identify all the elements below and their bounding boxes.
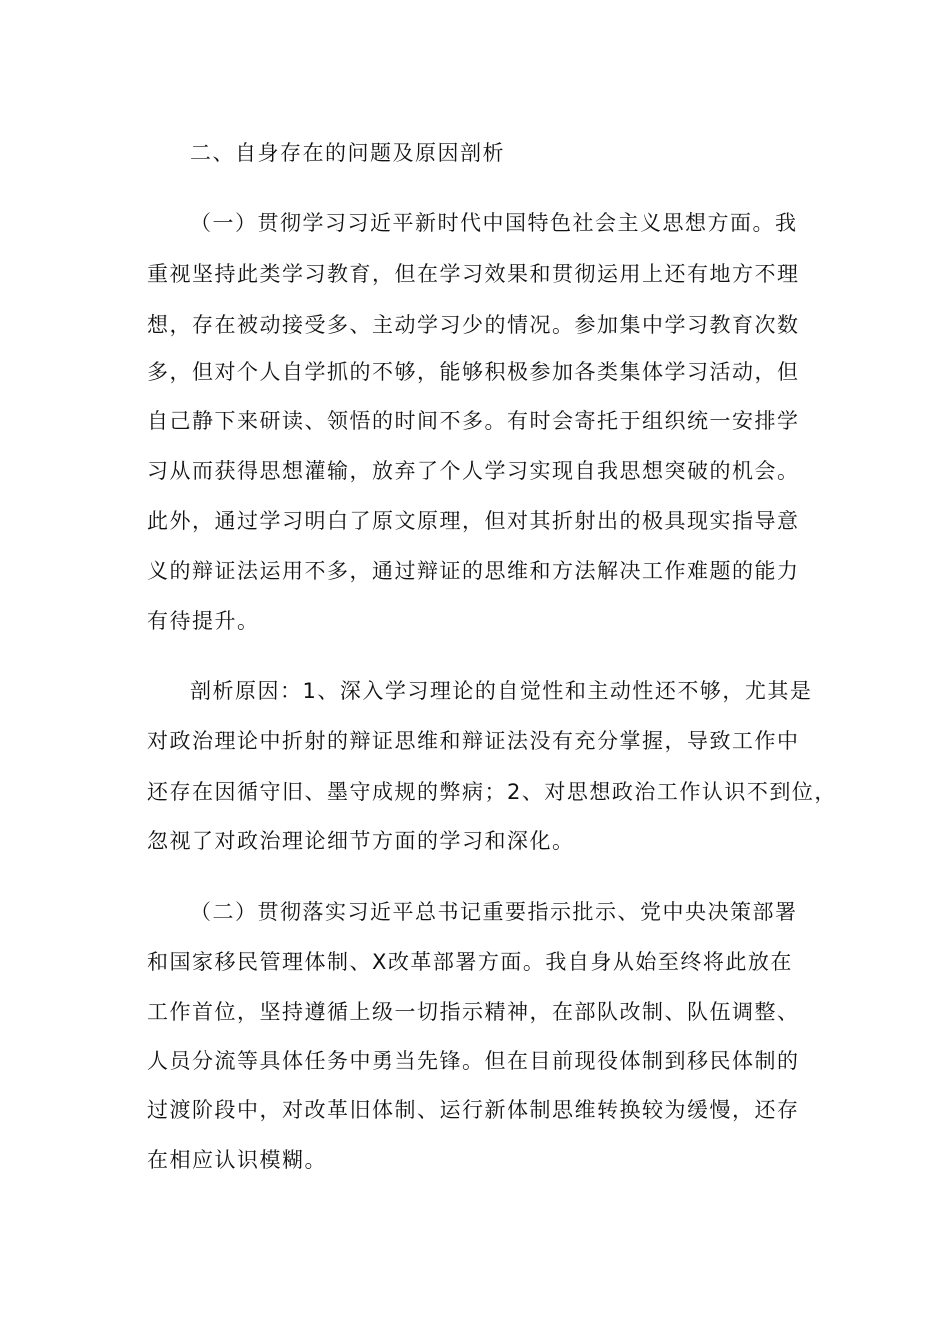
- paragraph-1-line-7: 此外，通过学习明白了原文原理，但对其折射出的极具现实指导意: [147, 509, 800, 533]
- paragraph-1-line-1: （一）贯彻学习习近平新时代中国特色社会主义思想方面。我: [190, 211, 798, 235]
- paragraph-1-line-4: 多，但对个人自学抓的不够，能够积极参加各类集体学习活动，但: [147, 360, 800, 384]
- paragraph-1-line-3: 想，存在被动接受多、主动学习少的情况。参加集中学习教育次数: [147, 313, 800, 337]
- paragraph-3-line-6: 在相应认识模糊。: [147, 1148, 327, 1172]
- paragraph-3-line-1: （二）贯彻落实习近平总书记重要指示批示、党中央决策部署: [190, 900, 798, 924]
- paragraph-2-line-1: 剖析原因：1、深入学习理论的自觉性和主动性还不够，尤其是: [190, 679, 813, 703]
- paragraph-1-line-2: 重视坚持此类学习教育，但在学习效果和贯彻运用上还有地方不理: [147, 262, 800, 286]
- paragraph-1-line-8: 义的辩证法运用不多，通过辩证的思维和方法解决工作难题的能力: [147, 559, 800, 583]
- section-heading: 二、自身存在的问题及原因剖析: [190, 141, 505, 165]
- paragraph-2-line-2: 对政治理论中折射的辩证思维和辩证法没有充分掌握，导致工作中: [147, 729, 800, 753]
- paragraph-1-line-6: 习从而获得思想灌输，放弃了个人学习实现自我思想突破的机会。: [147, 459, 800, 483]
- paragraph-3-line-3: 工作首位，坚持遵循上级一切指示精神，在部队改制、队伍调整、: [147, 1000, 800, 1024]
- paragraph-2-line-3: 还存在因循守旧、墨守成规的弊病；2、对思想政治工作认识不到位，: [147, 780, 837, 804]
- paragraph-2-line-4: 忽视了对政治理论细节方面的学习和深化。: [147, 829, 575, 853]
- paragraph-3-line-4: 人员分流等具体任务中勇当先锋。但在目前现役体制到移民体制的: [147, 1049, 800, 1073]
- paragraph-3-line-2: 和国家移民管理体制、X改革部署方面。我自身从始至终将此放在: [147, 950, 793, 974]
- paragraph-1-line-5: 自己静下来研读、领悟的时间不多。有时会寄托于组织统一安排学: [147, 409, 800, 433]
- paragraph-3-line-5: 过渡阶段中，对改革旧体制、运行新体制思维转换较为缓慢，还存: [147, 1098, 800, 1122]
- paragraph-1-line-9: 有待提升。: [147, 609, 260, 633]
